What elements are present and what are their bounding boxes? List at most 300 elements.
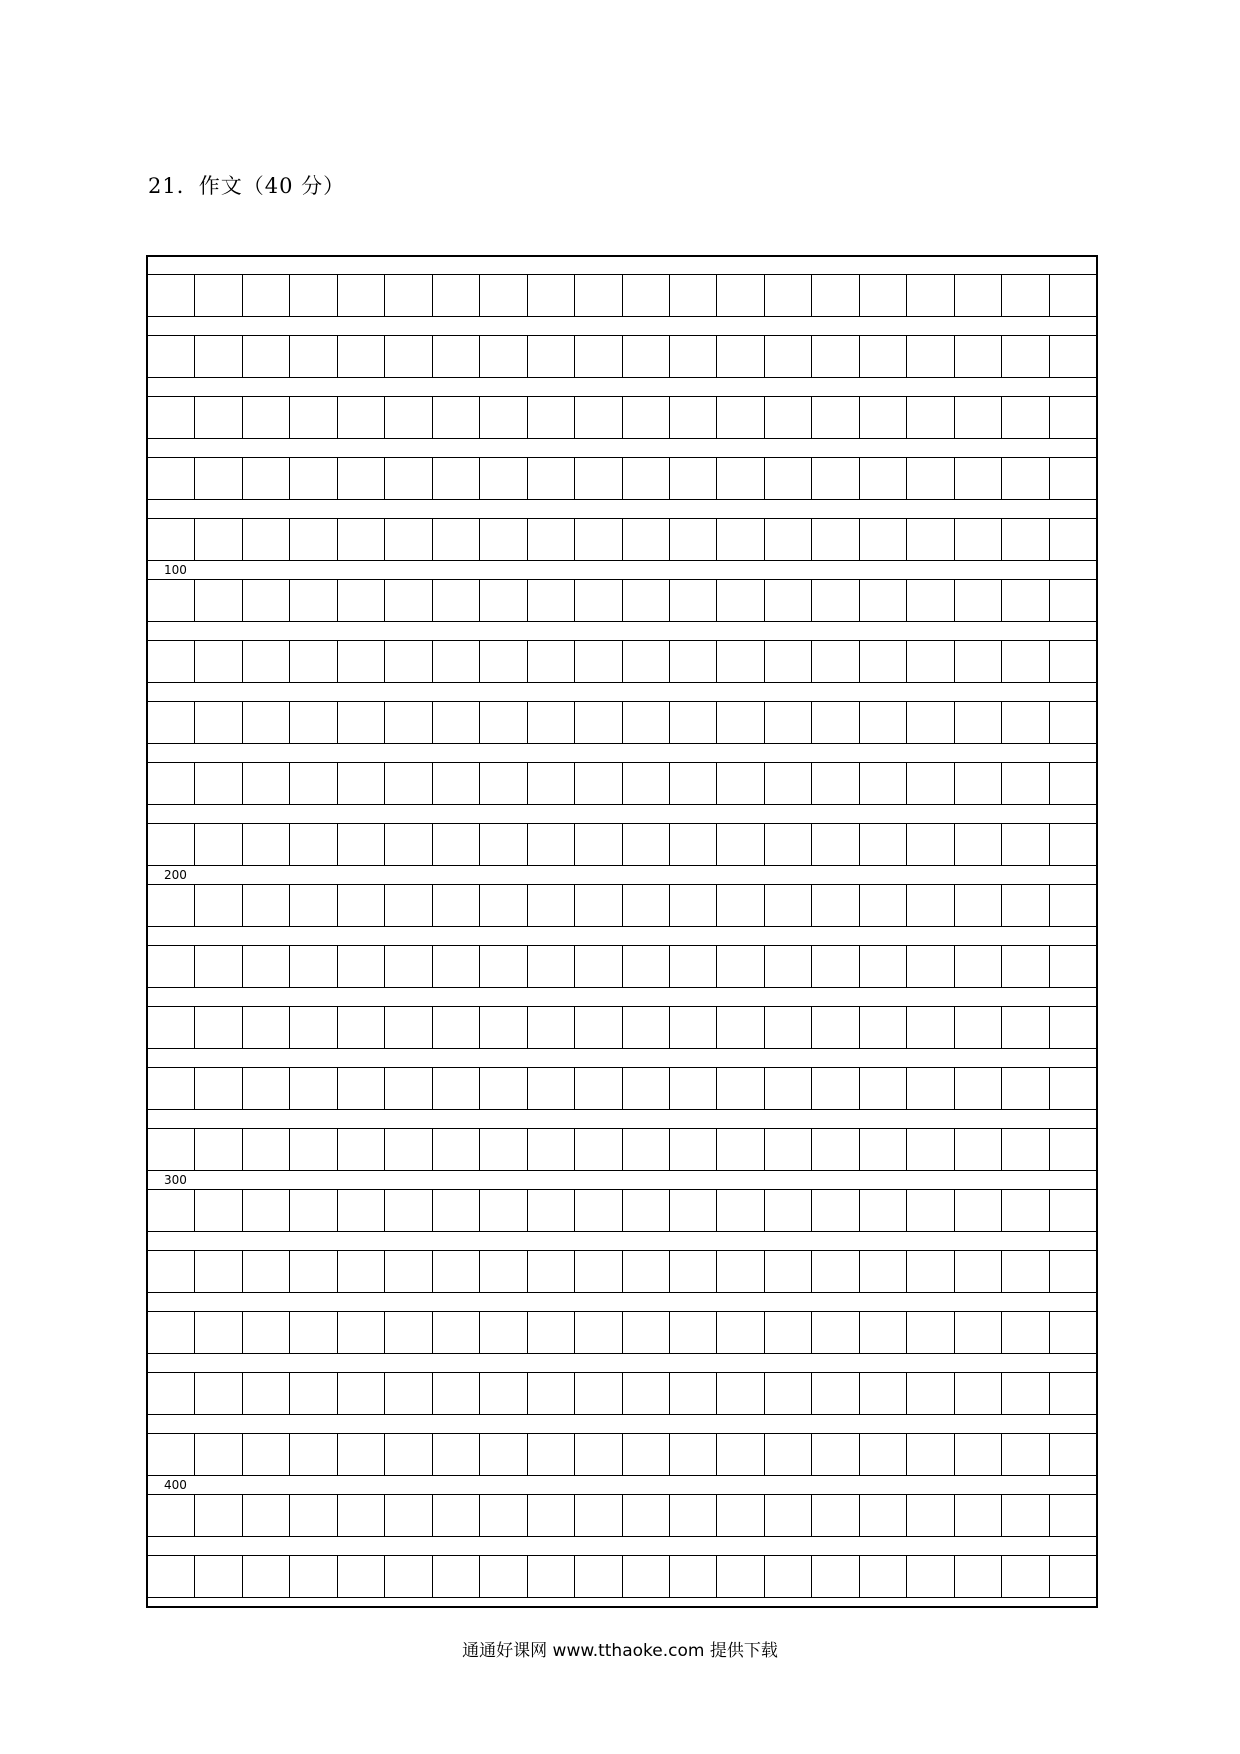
- grid-cell[interactable]: [860, 1556, 907, 1597]
- grid-cell[interactable]: [385, 519, 432, 560]
- grid-cell[interactable]: [148, 1190, 195, 1231]
- grid-cell[interactable]: [907, 397, 954, 438]
- grid-cell[interactable]: [480, 458, 527, 499]
- grid-cell[interactable]: [1002, 336, 1049, 377]
- grid-cell[interactable]: [670, 1556, 717, 1597]
- grid-cell[interactable]: [148, 275, 195, 316]
- grid-cell[interactable]: [148, 1373, 195, 1414]
- grid-cell[interactable]: [623, 824, 670, 865]
- grid-cell[interactable]: [480, 1312, 527, 1353]
- grid-cell[interactable]: [1002, 580, 1049, 621]
- grid-cell[interactable]: [955, 397, 1002, 438]
- grid-cell[interactable]: [385, 1312, 432, 1353]
- grid-cell[interactable]: [243, 885, 290, 926]
- grid-cell[interactable]: [195, 1312, 242, 1353]
- grid-cell[interactable]: [907, 641, 954, 682]
- grid-cell[interactable]: [860, 1068, 907, 1109]
- grid-cell[interactable]: [243, 641, 290, 682]
- grid-cell[interactable]: [148, 1556, 195, 1597]
- grid-cell[interactable]: [528, 1556, 575, 1597]
- grid-cell[interactable]: [765, 641, 812, 682]
- grid-cell[interactable]: [290, 458, 337, 499]
- grid-cell[interactable]: [243, 1007, 290, 1048]
- grid-cell[interactable]: [717, 1556, 764, 1597]
- grid-cell[interactable]: [1050, 336, 1096, 377]
- grid-cell[interactable]: [907, 1129, 954, 1170]
- grid-cell[interactable]: [670, 1434, 717, 1475]
- grid-cell[interactable]: [480, 946, 527, 987]
- grid-cell[interactable]: [907, 1434, 954, 1475]
- grid-cell[interactable]: [290, 275, 337, 316]
- grid-cell[interactable]: [1002, 1312, 1049, 1353]
- grid-cell[interactable]: [433, 1495, 480, 1536]
- grid-cell[interactable]: [480, 1556, 527, 1597]
- grid-cell[interactable]: [528, 641, 575, 682]
- grid-cell[interactable]: [575, 580, 622, 621]
- grid-cell[interactable]: [385, 1434, 432, 1475]
- grid-cell[interactable]: [338, 946, 385, 987]
- grid-cell[interactable]: [480, 824, 527, 865]
- grid-cell[interactable]: [1050, 824, 1096, 865]
- grid-cell[interactable]: [480, 641, 527, 682]
- grid-cell[interactable]: [243, 1190, 290, 1231]
- grid-cell[interactable]: [433, 1434, 480, 1475]
- grid-cell[interactable]: [812, 336, 859, 377]
- grid-cell[interactable]: [338, 1007, 385, 1048]
- grid-cell[interactable]: [243, 580, 290, 621]
- grid-cell[interactable]: [195, 1556, 242, 1597]
- grid-cell[interactable]: [765, 519, 812, 560]
- grid-cell[interactable]: [385, 824, 432, 865]
- grid-cell[interactable]: [1050, 885, 1096, 926]
- grid-cell[interactable]: [243, 1495, 290, 1536]
- grid-cell[interactable]: [1050, 458, 1096, 499]
- grid-cell[interactable]: [955, 1373, 1002, 1414]
- grid-cell[interactable]: [385, 397, 432, 438]
- grid-cell[interactable]: [195, 1190, 242, 1231]
- grid-cell[interactable]: [433, 702, 480, 743]
- grid-cell[interactable]: [575, 1556, 622, 1597]
- grid-cell[interactable]: [717, 946, 764, 987]
- grid-cell[interactable]: [955, 275, 1002, 316]
- grid-cell[interactable]: [1002, 1190, 1049, 1231]
- grid-cell[interactable]: [670, 885, 717, 926]
- grid-cell[interactable]: [955, 1434, 1002, 1475]
- grid-cell[interactable]: [623, 763, 670, 804]
- grid-cell[interactable]: [338, 1129, 385, 1170]
- grid-cell[interactable]: [243, 702, 290, 743]
- grid-cell[interactable]: [717, 641, 764, 682]
- grid-cell[interactable]: [195, 885, 242, 926]
- grid-cell[interactable]: [955, 885, 1002, 926]
- grid-cell[interactable]: [1050, 1373, 1096, 1414]
- grid-cell[interactable]: [955, 946, 1002, 987]
- grid-cell[interactable]: [670, 580, 717, 621]
- grid-cell[interactable]: [860, 336, 907, 377]
- grid-cell[interactable]: [480, 1373, 527, 1414]
- grid-cell[interactable]: [860, 275, 907, 316]
- grid-cell[interactable]: [1002, 1373, 1049, 1414]
- grid-cell[interactable]: [670, 946, 717, 987]
- grid-cell[interactable]: [385, 580, 432, 621]
- grid-cell[interactable]: [148, 885, 195, 926]
- grid-cell[interactable]: [765, 763, 812, 804]
- grid-cell[interactable]: [528, 1434, 575, 1475]
- grid-cell[interactable]: [717, 1312, 764, 1353]
- grid-cell[interactable]: [575, 1068, 622, 1109]
- grid-cell[interactable]: [243, 946, 290, 987]
- grid-cell[interactable]: [433, 580, 480, 621]
- grid-cell[interactable]: [907, 1251, 954, 1292]
- grid-cell[interactable]: [907, 1190, 954, 1231]
- grid-cell[interactable]: [670, 275, 717, 316]
- grid-cell[interactable]: [385, 1129, 432, 1170]
- grid-cell[interactable]: [148, 1251, 195, 1292]
- grid-cell[interactable]: [860, 763, 907, 804]
- grid-cell[interactable]: [528, 763, 575, 804]
- grid-cell[interactable]: [717, 885, 764, 926]
- grid-cell[interactable]: [338, 1556, 385, 1597]
- grid-cell[interactable]: [148, 1312, 195, 1353]
- grid-cell[interactable]: [955, 1312, 1002, 1353]
- grid-cell[interactable]: [290, 641, 337, 682]
- grid-cell[interactable]: [860, 702, 907, 743]
- grid-cell[interactable]: [623, 1007, 670, 1048]
- grid-cell[interactable]: [1002, 275, 1049, 316]
- grid-cell[interactable]: [812, 1129, 859, 1170]
- grid-cell[interactable]: [670, 1068, 717, 1109]
- grid-cell[interactable]: [717, 1373, 764, 1414]
- grid-cell[interactable]: [623, 1312, 670, 1353]
- grid-cell[interactable]: [812, 1007, 859, 1048]
- grid-cell[interactable]: [717, 1434, 764, 1475]
- grid-cell[interactable]: [955, 1007, 1002, 1048]
- grid-cell[interactable]: [860, 397, 907, 438]
- grid-cell[interactable]: [148, 336, 195, 377]
- grid-cell[interactable]: [670, 702, 717, 743]
- grid-cell[interactable]: [670, 519, 717, 560]
- grid-cell[interactable]: [670, 1129, 717, 1170]
- grid-cell[interactable]: [907, 458, 954, 499]
- grid-cell[interactable]: [290, 1007, 337, 1048]
- grid-cell[interactable]: [623, 336, 670, 377]
- grid-cell[interactable]: [955, 1251, 1002, 1292]
- grid-cell[interactable]: [195, 1129, 242, 1170]
- grid-cell[interactable]: [433, 336, 480, 377]
- grid-cell[interactable]: [575, 1007, 622, 1048]
- grid-cell[interactable]: [338, 1434, 385, 1475]
- grid-cell[interactable]: [385, 946, 432, 987]
- grid-cell[interactable]: [480, 275, 527, 316]
- grid-cell[interactable]: [338, 641, 385, 682]
- grid-cell[interactable]: [717, 1190, 764, 1231]
- grid-cell[interactable]: [1050, 275, 1096, 316]
- grid-cell[interactable]: [907, 763, 954, 804]
- grid-cell[interactable]: [480, 1190, 527, 1231]
- grid-cell[interactable]: [433, 1068, 480, 1109]
- grid-cell[interactable]: [385, 1373, 432, 1414]
- grid-cell[interactable]: [670, 824, 717, 865]
- grid-cell[interactable]: [1050, 1068, 1096, 1109]
- grid-cell[interactable]: [812, 946, 859, 987]
- grid-cell[interactable]: [623, 1129, 670, 1170]
- grid-cell[interactable]: [623, 1190, 670, 1231]
- grid-cell[interactable]: [528, 1068, 575, 1109]
- grid-cell[interactable]: [1002, 885, 1049, 926]
- grid-cell[interactable]: [717, 763, 764, 804]
- grid-cell[interactable]: [148, 946, 195, 987]
- grid-cell[interactable]: [480, 1495, 527, 1536]
- grid-cell[interactable]: [433, 397, 480, 438]
- grid-cell[interactable]: [385, 1190, 432, 1231]
- grid-cell[interactable]: [955, 1129, 1002, 1170]
- grid-cell[interactable]: [290, 885, 337, 926]
- grid-cell[interactable]: [528, 885, 575, 926]
- grid-cell[interactable]: [955, 519, 1002, 560]
- grid-cell[interactable]: [338, 580, 385, 621]
- grid-cell[interactable]: [907, 580, 954, 621]
- grid-cell[interactable]: [1050, 1434, 1096, 1475]
- grid-cell[interactable]: [575, 275, 622, 316]
- grid-cell[interactable]: [1050, 580, 1096, 621]
- grid-cell[interactable]: [148, 1129, 195, 1170]
- grid-cell[interactable]: [765, 1251, 812, 1292]
- grid-cell[interactable]: [765, 1007, 812, 1048]
- grid-cell[interactable]: [717, 580, 764, 621]
- grid-cell[interactable]: [148, 519, 195, 560]
- grid-cell[interactable]: [195, 458, 242, 499]
- grid-cell[interactable]: [385, 275, 432, 316]
- grid-cell[interactable]: [717, 1251, 764, 1292]
- grid-cell[interactable]: [433, 946, 480, 987]
- grid-cell[interactable]: [338, 1068, 385, 1109]
- grid-cell[interactable]: [148, 702, 195, 743]
- grid-cell[interactable]: [717, 397, 764, 438]
- grid-cell[interactable]: [812, 458, 859, 499]
- grid-cell[interactable]: [338, 763, 385, 804]
- grid-cell[interactable]: [433, 1129, 480, 1170]
- grid-cell[interactable]: [290, 1495, 337, 1536]
- grid-cell[interactable]: [243, 1434, 290, 1475]
- grid-cell[interactable]: [955, 641, 1002, 682]
- grid-cell[interactable]: [195, 275, 242, 316]
- grid-cell[interactable]: [717, 1007, 764, 1048]
- grid-cell[interactable]: [148, 824, 195, 865]
- grid-cell[interactable]: [812, 1312, 859, 1353]
- grid-cell[interactable]: [1002, 458, 1049, 499]
- grid-cell[interactable]: [765, 1434, 812, 1475]
- grid-cell[interactable]: [433, 763, 480, 804]
- grid-cell[interactable]: [338, 824, 385, 865]
- grid-cell[interactable]: [195, 1007, 242, 1048]
- grid-cell[interactable]: [1002, 1129, 1049, 1170]
- grid-cell[interactable]: [717, 702, 764, 743]
- grid-cell[interactable]: [290, 1190, 337, 1231]
- grid-cell[interactable]: [290, 1129, 337, 1170]
- grid-cell[interactable]: [575, 641, 622, 682]
- grid-cell[interactable]: [1050, 702, 1096, 743]
- grid-cell[interactable]: [480, 519, 527, 560]
- grid-cell[interactable]: [860, 1495, 907, 1536]
- grid-cell[interactable]: [907, 1312, 954, 1353]
- grid-cell[interactable]: [433, 275, 480, 316]
- grid-cell[interactable]: [860, 1251, 907, 1292]
- grid-cell[interactable]: [860, 1129, 907, 1170]
- grid-cell[interactable]: [528, 1190, 575, 1231]
- grid-cell[interactable]: [1050, 397, 1096, 438]
- grid-cell[interactable]: [290, 519, 337, 560]
- grid-cell[interactable]: [575, 519, 622, 560]
- grid-cell[interactable]: [148, 458, 195, 499]
- grid-cell[interactable]: [385, 458, 432, 499]
- grid-cell[interactable]: [955, 702, 1002, 743]
- grid-cell[interactable]: [860, 519, 907, 560]
- grid-cell[interactable]: [860, 885, 907, 926]
- grid-cell[interactable]: [433, 1373, 480, 1414]
- grid-cell[interactable]: [433, 1007, 480, 1048]
- grid-cell[interactable]: [575, 1434, 622, 1475]
- grid-cell[interactable]: [480, 336, 527, 377]
- grid-cell[interactable]: [955, 1556, 1002, 1597]
- grid-cell[interactable]: [907, 519, 954, 560]
- grid-cell[interactable]: [195, 580, 242, 621]
- grid-cell[interactable]: [907, 1068, 954, 1109]
- grid-cell[interactable]: [195, 1251, 242, 1292]
- grid-cell[interactable]: [148, 641, 195, 682]
- grid-cell[interactable]: [528, 1129, 575, 1170]
- grid-cell[interactable]: [338, 519, 385, 560]
- grid-cell[interactable]: [385, 763, 432, 804]
- grid-cell[interactable]: [575, 763, 622, 804]
- grid-cell[interactable]: [1002, 1068, 1049, 1109]
- grid-cell[interactable]: [717, 336, 764, 377]
- grid-cell[interactable]: [623, 946, 670, 987]
- grid-cell[interactable]: [290, 580, 337, 621]
- grid-cell[interactable]: [670, 1312, 717, 1353]
- grid-cell[interactable]: [243, 1373, 290, 1414]
- grid-cell[interactable]: [860, 946, 907, 987]
- grid-cell[interactable]: [480, 1129, 527, 1170]
- grid-cell[interactable]: [812, 397, 859, 438]
- grid-cell[interactable]: [623, 458, 670, 499]
- grid-cell[interactable]: [1002, 702, 1049, 743]
- grid-cell[interactable]: [195, 702, 242, 743]
- grid-cell[interactable]: [385, 1495, 432, 1536]
- grid-cell[interactable]: [765, 580, 812, 621]
- grid-cell[interactable]: [907, 1007, 954, 1048]
- grid-cell[interactable]: [385, 1556, 432, 1597]
- grid-cell[interactable]: [812, 1373, 859, 1414]
- grid-cell[interactable]: [765, 458, 812, 499]
- grid-cell[interactable]: [528, 1312, 575, 1353]
- grid-cell[interactable]: [812, 702, 859, 743]
- grid-cell[interactable]: [528, 1007, 575, 1048]
- grid-cell[interactable]: [860, 1434, 907, 1475]
- grid-cell[interactable]: [148, 763, 195, 804]
- grid-cell[interactable]: [148, 1495, 195, 1536]
- grid-cell[interactable]: [670, 458, 717, 499]
- grid-cell[interactable]: [765, 1495, 812, 1536]
- grid-cell[interactable]: [955, 763, 1002, 804]
- grid-cell[interactable]: [148, 397, 195, 438]
- grid-cell[interactable]: [528, 397, 575, 438]
- grid-cell[interactable]: [575, 946, 622, 987]
- grid-cell[interactable]: [575, 1373, 622, 1414]
- grid-cell[interactable]: [480, 1007, 527, 1048]
- grid-cell[interactable]: [670, 1251, 717, 1292]
- grid-cell[interactable]: [338, 336, 385, 377]
- grid-cell[interactable]: [385, 1068, 432, 1109]
- grid-cell[interactable]: [195, 946, 242, 987]
- grid-cell[interactable]: [955, 580, 1002, 621]
- grid-cell[interactable]: [860, 824, 907, 865]
- grid-cell[interactable]: [528, 702, 575, 743]
- grid-cell[interactable]: [575, 702, 622, 743]
- grid-cell[interactable]: [670, 397, 717, 438]
- grid-cell[interactable]: [1002, 1556, 1049, 1597]
- grid-cell[interactable]: [812, 1556, 859, 1597]
- grid-cell[interactable]: [907, 1556, 954, 1597]
- grid-cell[interactable]: [290, 1373, 337, 1414]
- grid-cell[interactable]: [812, 641, 859, 682]
- grid-cell[interactable]: [670, 641, 717, 682]
- grid-cell[interactable]: [1002, 824, 1049, 865]
- grid-cell[interactable]: [1050, 946, 1096, 987]
- grid-cell[interactable]: [385, 336, 432, 377]
- grid-cell[interactable]: [148, 1434, 195, 1475]
- grid-cell[interactable]: [907, 275, 954, 316]
- grid-cell[interactable]: [1002, 946, 1049, 987]
- grid-cell[interactable]: [765, 1373, 812, 1414]
- grid-cell[interactable]: [623, 1495, 670, 1536]
- grid-cell[interactable]: [812, 275, 859, 316]
- grid-cell[interactable]: [907, 1495, 954, 1536]
- grid-cell[interactable]: [812, 824, 859, 865]
- grid-cell[interactable]: [195, 1373, 242, 1414]
- grid-cell[interactable]: [955, 1068, 1002, 1109]
- grid-cell[interactable]: [528, 336, 575, 377]
- grid-cell[interactable]: [907, 702, 954, 743]
- grid-cell[interactable]: [623, 1373, 670, 1414]
- grid-cell[interactable]: [812, 580, 859, 621]
- grid-cell[interactable]: [1050, 1007, 1096, 1048]
- grid-cell[interactable]: [243, 458, 290, 499]
- grid-cell[interactable]: [480, 1434, 527, 1475]
- grid-cell[interactable]: [1002, 641, 1049, 682]
- grid-cell[interactable]: [623, 580, 670, 621]
- grid-cell[interactable]: [575, 1251, 622, 1292]
- grid-cell[interactable]: [433, 458, 480, 499]
- grid-cell[interactable]: [1050, 641, 1096, 682]
- grid-cell[interactable]: [812, 1251, 859, 1292]
- grid-cell[interactable]: [765, 702, 812, 743]
- grid-cell[interactable]: [812, 1434, 859, 1475]
- grid-cell[interactable]: [765, 1129, 812, 1170]
- grid-cell[interactable]: [385, 885, 432, 926]
- grid-cell[interactable]: [670, 1495, 717, 1536]
- grid-cell[interactable]: [765, 1312, 812, 1353]
- grid-cell[interactable]: [290, 336, 337, 377]
- grid-cell[interactable]: [528, 458, 575, 499]
- grid-cell[interactable]: [433, 641, 480, 682]
- grid-cell[interactable]: [1050, 1312, 1096, 1353]
- grid-cell[interactable]: [717, 1495, 764, 1536]
- grid-cell[interactable]: [433, 885, 480, 926]
- grid-cell[interactable]: [338, 1495, 385, 1536]
- grid-cell[interactable]: [670, 1373, 717, 1414]
- grid-cell[interactable]: [290, 1556, 337, 1597]
- grid-cell[interactable]: [955, 336, 1002, 377]
